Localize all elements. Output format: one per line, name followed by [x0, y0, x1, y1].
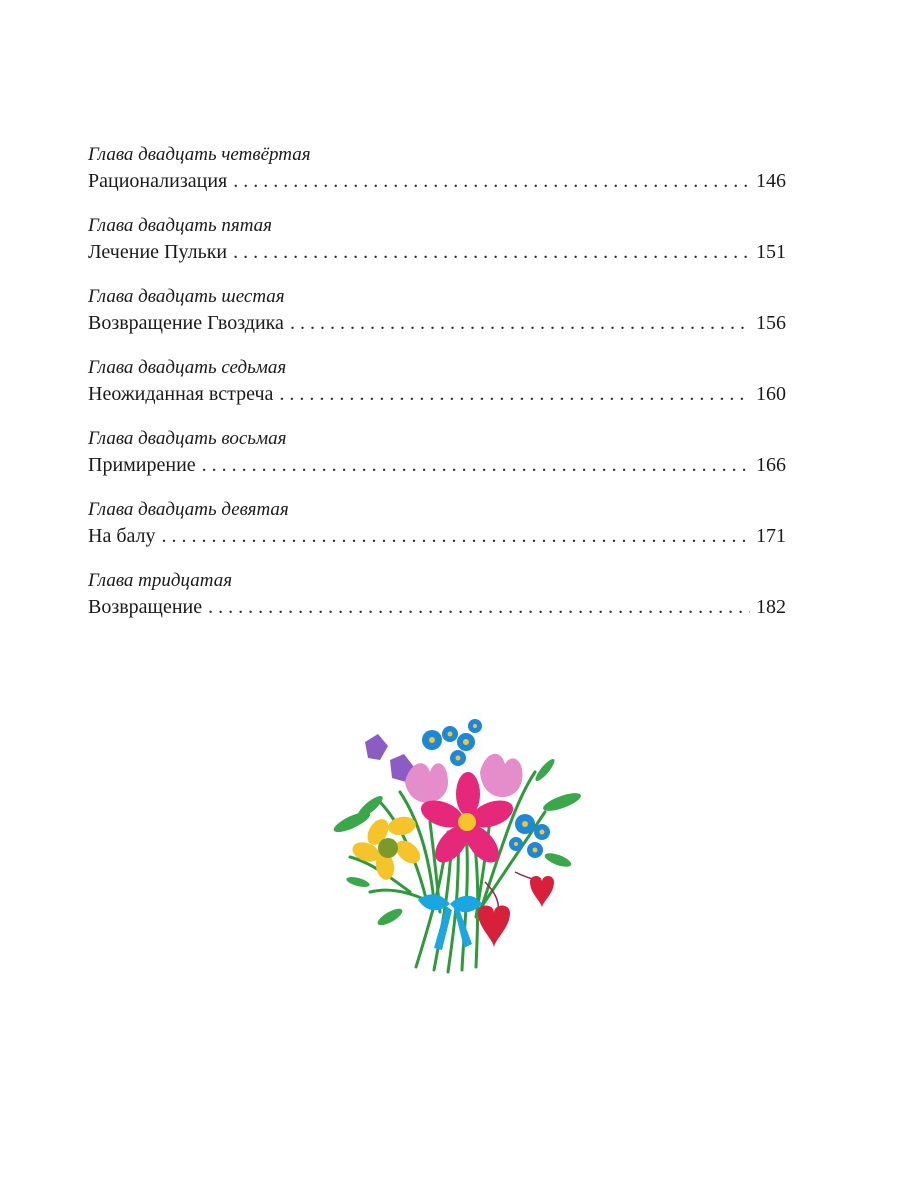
chapter-number: Глава двадцать шестая	[88, 286, 285, 307]
toc-row	[88, 451, 786, 479]
toc-row	[88, 380, 786, 408]
chapter-title[interactable]: Неожиданная встреча	[88, 383, 274, 405]
page-number: 182	[756, 596, 786, 618]
page-number: 160	[756, 383, 786, 405]
chapter-title[interactable]: Примирение	[88, 454, 196, 476]
chapter-number: Глава тридцатая	[88, 570, 233, 591]
dot-leader	[290, 309, 750, 337]
chapter-number: Глава двадцать восьмая	[88, 428, 287, 449]
toc-entry[interactable]	[88, 285, 786, 356]
chapter-title[interactable]: Рационализация	[88, 170, 228, 192]
chapter-number: Глава двадцать седьмая	[88, 357, 287, 378]
toc-entry[interactable]	[88, 498, 786, 569]
dot-leader	[233, 238, 750, 266]
toc-row	[88, 522, 786, 550]
toc-entry[interactable]	[88, 143, 786, 214]
toc-row	[88, 238, 786, 266]
page-number: 151	[756, 241, 786, 263]
toc-row	[88, 167, 786, 195]
toc-row	[88, 593, 786, 621]
dot-leader	[162, 522, 750, 550]
toc-entry[interactable]	[88, 569, 786, 640]
toc-entry[interactable]	[88, 427, 786, 498]
flower-bouquet-icon	[330, 712, 592, 974]
dot-leader	[279, 380, 750, 408]
dot-leader	[208, 593, 750, 621]
chapter-title[interactable]: Лечение Пульки	[88, 241, 228, 263]
chapter-number: Глава двадцать девятая	[88, 499, 289, 520]
page-number: 171	[756, 525, 786, 547]
page-number: 166	[756, 454, 786, 476]
chapter-title[interactable]: Возвращение	[88, 596, 203, 618]
dot-leader	[233, 167, 750, 195]
chapter-title[interactable]: На балу	[88, 525, 156, 547]
table-of-contents	[88, 143, 786, 640]
chapter-title[interactable]: Возвращение Гвоздика	[88, 312, 284, 334]
page-number: 156	[756, 312, 786, 334]
toc-entry[interactable]	[88, 356, 786, 427]
toc-row	[88, 309, 786, 337]
dot-leader	[202, 451, 750, 479]
chapter-number: Глава двадцать пятая	[88, 215, 272, 236]
page-number: 146	[756, 170, 786, 192]
chapter-number: Глава двадцать четвёртая	[88, 144, 311, 165]
toc-entry[interactable]	[88, 214, 786, 285]
